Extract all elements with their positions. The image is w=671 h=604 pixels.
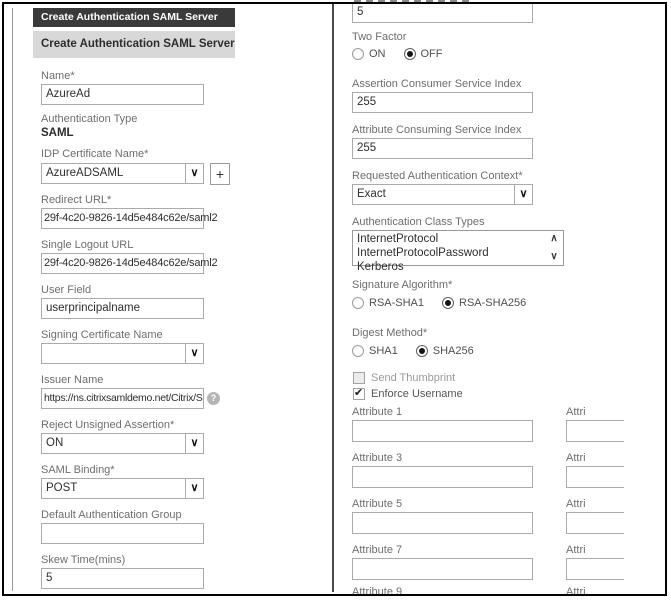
two-factor-on-label: ON	[369, 48, 386, 60]
rsa-sha1-label: RSA-SHA1	[369, 297, 425, 309]
default-auth-group-label: Default Authentication Group	[41, 509, 182, 521]
chevron-down-icon: ∨	[185, 164, 203, 183]
help-icon[interactable]: ?	[207, 392, 220, 405]
rsa-sha1-radio[interactable]	[352, 297, 364, 309]
issuer-name-label: Issuer Name	[41, 374, 104, 386]
idp-certificate-select[interactable]	[41, 163, 204, 184]
acs-index-label: Assertion Consumer Service Index	[352, 78, 522, 90]
single-logout-url-input[interactable]: 29f-4c20-9826-14d5e484c62e/saml2	[41, 253, 204, 274]
two-factor-radio-group	[352, 48, 443, 60]
attribute-7-input[interactable]	[352, 558, 533, 580]
authentication-type-label: Authentication Type	[41, 113, 138, 125]
issuer-name-input[interactable]: https://ns.citrixsamldemo.net/Citrix/S	[41, 388, 204, 409]
attribute-5-label: Attribute 5	[352, 498, 403, 510]
signature-algorithm-radio-group	[352, 297, 526, 309]
reject-unsigned-assertion-label: Reject Unsigned Assertion*	[41, 419, 175, 431]
attribute-10-label: Attri	[566, 586, 586, 598]
scroll-down-icon[interactable]: ∨	[547, 251, 561, 263]
attribute-2-label: Attri	[566, 406, 586, 418]
chevron-down-icon: ∨	[185, 479, 203, 498]
list-item[interactable]: InternetProtocol	[357, 233, 439, 245]
saml-binding-select[interactable]	[41, 478, 204, 499]
attr-consuming-index-input[interactable]: 255	[352, 138, 533, 159]
user-field-label: User Field	[41, 284, 92, 296]
idp-certificate-value: AzureADSAML	[46, 167, 124, 179]
name-input[interactable]: AzureAd	[41, 84, 204, 105]
rsa-sha256-label: RSA-SHA256	[459, 297, 527, 309]
requested-auth-context-select[interactable]	[352, 184, 533, 205]
right-top-input[interactable]: 5	[352, 2, 533, 23]
signing-certificate-select[interactable]	[41, 343, 204, 364]
sha1-radio[interactable]	[352, 345, 364, 357]
checkmark-icon: ✔	[354, 387, 364, 399]
attribute-3-input[interactable]	[352, 466, 533, 488]
attribute-7-label: Attribute 7	[352, 544, 403, 556]
attribute-3-label: Attribute 3	[352, 452, 403, 464]
sha256-label: SHA256	[432, 345, 474, 357]
digest-method-radio-group	[352, 345, 474, 357]
signing-certificate-label: Signing Certificate Name	[41, 329, 163, 341]
sha256-radio[interactable]	[416, 345, 428, 357]
reject-unsigned-assertion-value: ON	[46, 437, 64, 449]
chevron-down-icon: ∨	[185, 434, 203, 453]
send-thumbprint-checkbox[interactable]	[353, 372, 365, 384]
auth-class-types-label: Authentication Class Types	[352, 216, 485, 228]
signature-algorithm-label: Signature Algorithm*	[352, 279, 453, 291]
user-field-input[interactable]: userprincipalname	[41, 298, 204, 319]
requested-auth-context-label: Requested Authentication Context*	[352, 170, 523, 182]
attribute-9-label: Attribute 9	[352, 586, 403, 598]
attribute-1-label: Attribute 1	[352, 406, 403, 418]
auth-class-types-listbox[interactable]	[352, 230, 564, 273]
single-logout-url-label: Single Logout URL	[41, 239, 134, 251]
section-header: Create Authentication SAML Server	[33, 31, 235, 58]
attribute-5-input[interactable]	[352, 512, 533, 534]
redirect-url-label: Redirect URL*	[41, 194, 112, 206]
list-item[interactable]: InternetProtocolPassword	[357, 247, 489, 259]
enforce-username-label: Enforce Username	[371, 388, 463, 400]
two-factor-label: Two Factor	[352, 31, 407, 43]
skew-time-input[interactable]: 5	[41, 568, 204, 589]
saml-binding-value: POST	[46, 482, 78, 494]
digest-method-label: Digest Method*	[352, 327, 428, 339]
two-factor-off-label: OFF	[420, 48, 443, 60]
attribute-4-input[interactable]	[566, 466, 624, 488]
acs-index-input[interactable]: 255	[352, 92, 533, 113]
idp-certificate-label: IDP Certificate Name*	[41, 148, 149, 160]
send-thumbprint-row	[353, 372, 455, 384]
redirect-url-input[interactable]: 29f-4c20-9826-14d5e484c62e/saml2	[41, 208, 204, 229]
authentication-type-value: SAML	[41, 127, 74, 139]
attr-consuming-index-label: Attribute Consuming Service Index	[352, 124, 522, 136]
rsa-sha256-radio[interactable]	[442, 297, 454, 309]
requested-auth-context-value: Exact	[357, 188, 386, 200]
left-pane-edge-line	[12, 8, 13, 591]
attribute-6-label: Attri	[566, 498, 586, 510]
scroll-up-icon[interactable]: ∧	[547, 233, 561, 245]
attribute-1-input[interactable]	[352, 420, 533, 442]
chevron-down-icon: ∨	[514, 185, 532, 204]
two-factor-off-radio[interactable]	[404, 48, 416, 60]
list-item[interactable]: Kerberos	[357, 261, 404, 273]
attribute-4-label: Attri	[566, 452, 586, 464]
chevron-down-icon: ∨	[185, 344, 203, 363]
enforce-username-row	[353, 388, 463, 400]
two-factor-on-radio[interactable]	[352, 48, 364, 60]
dialog-title-bar: Create Authentication SAML Server	[33, 8, 235, 27]
default-auth-group-input[interactable]	[41, 523, 204, 544]
sha1-label: SHA1	[369, 345, 398, 357]
skew-time-label: Skew Time(mins)	[41, 554, 126, 566]
name-label: Name*	[41, 70, 75, 82]
attribute-2-input[interactable]	[566, 420, 624, 442]
attribute-8-label: Attri	[566, 544, 586, 556]
attribute-8-input[interactable]	[566, 558, 624, 580]
reject-unsigned-assertion-select[interactable]	[41, 433, 204, 454]
enforce-username-checkbox[interactable]	[353, 388, 365, 400]
add-certificate-button[interactable]: +	[210, 163, 230, 185]
saml-binding-label: SAML Binding*	[41, 464, 115, 476]
pane-divider-line	[332, 4, 334, 592]
send-thumbprint-label: Send Thumbprint	[371, 372, 456, 384]
attribute-6-input[interactable]	[566, 512, 624, 534]
